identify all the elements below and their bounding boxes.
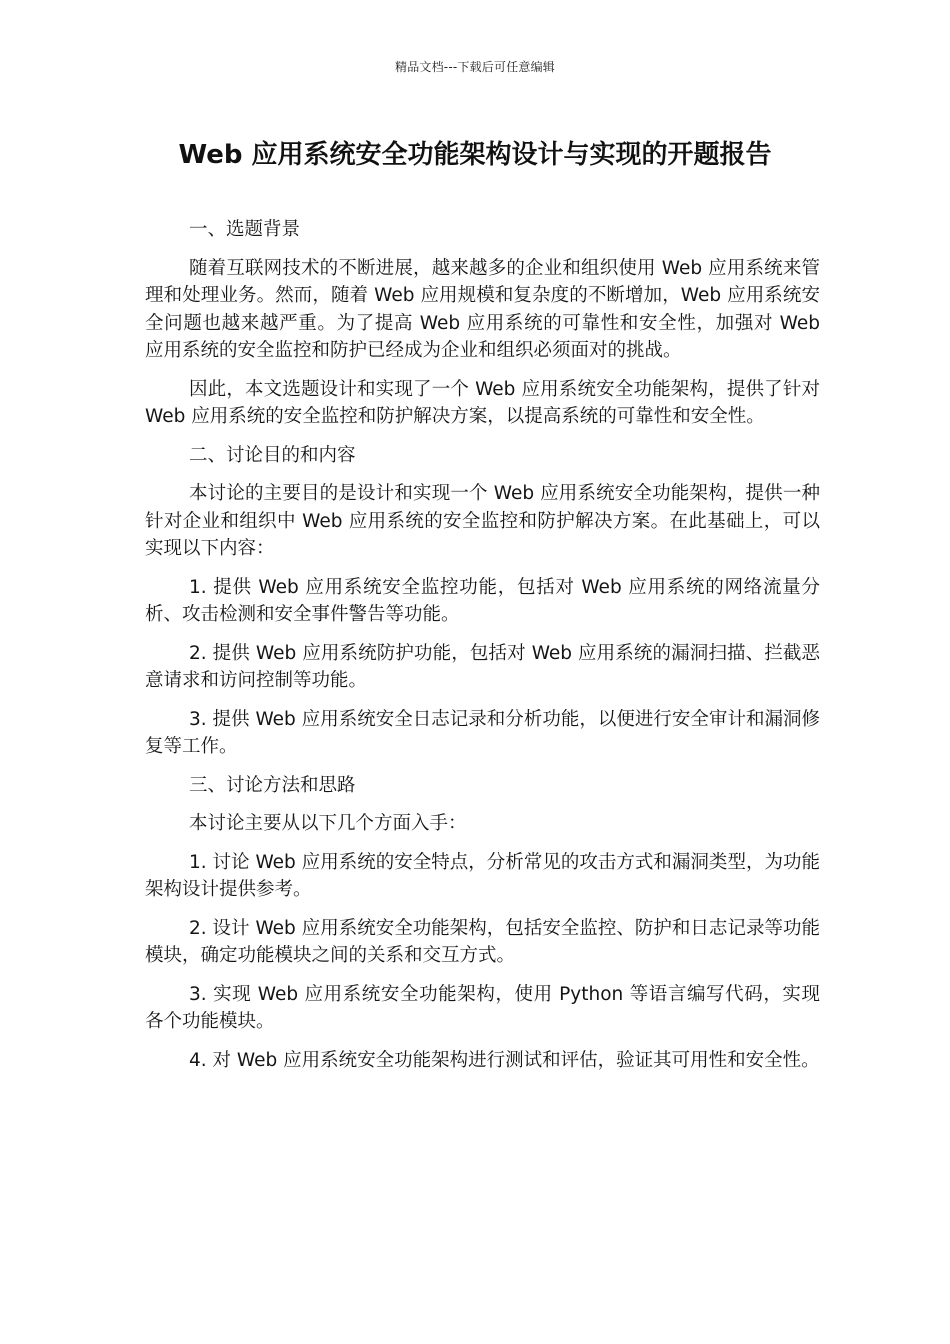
section-heading-background: 一、选题背景	[189, 219, 301, 240]
list-item: 2. 设计 Web 应用系统安全功能架构，包括安全监控、防护和日志记录等功能模块，确定功能模块之间的关系和交互方式。	[145, 917, 820, 966]
list-item: 4. 对 Web 应用系统安全功能架构进行测试和评估，验证其可用性和安全性。	[189, 1049, 820, 1071]
section-heading-method: 三、讨论方法和思路	[189, 774, 356, 796]
list-item: 1. 讨论 Web 应用系统的安全特点，分析常见的攻击方式和漏洞类型，为功能架构设计提供参考。	[145, 851, 820, 900]
document-title: Web 应用系统安全功能架构设计与实现的开题报告	[178, 140, 772, 170]
header-note: 精品文档---下载后可任意编辑	[395, 60, 555, 74]
paragraph: 本讨论的主要目的是设计和实现一个 Web 应用系统安全功能架构，提供一种针对企业和组织中 Web 应用系统的安全监控和防护解决方案。在此基础上，可以实现以下内容：	[145, 483, 820, 559]
paragraph: 因此，本文选题设计和实现了一个 Web 应用系统安全功能架构，提供了针对 Web 应用系统的安全监控和防护解决方案，以提高系统的可靠性和安全性。	[145, 378, 820, 427]
paragraph: 本讨论主要从以下几个方面入手：	[189, 813, 467, 834]
list-item: 1. 提供 Web 应用系统安全监控功能，包括对 Web 应用系统的网络流量分析、攻击检测和安全事件警告等功能。	[145, 576, 820, 625]
list-item: 3. 实现 Web 应用系统安全功能架构，使用 Python 等语言编写代码，实现各个功能模块。	[145, 983, 820, 1032]
section-heading-purpose: 二、讨论目的和内容	[189, 444, 356, 466]
paragraph: 随着互联网技术的不断进展，越来越多的企业和组织使用 Web 应用系统来管理和处理业务。然而，随着 Web 应用规模和复杂度的不断增加，Web 应用系统安全问题也越来越严重。为了提高 Web 应用系统的可靠性和安全性，加强对 Web 应用系统的安全监控和防护已经成为企业和组织必须面对的挑战。	[145, 257, 820, 361]
list-item: 2. 提供 Web 应用系统防护功能，包括对 Web 应用系统的漏洞扫描、拦截恶意请求和访问控制等功能。	[145, 642, 820, 691]
document-body	[145, 216, 820, 1085]
list-item: 3. 提供 Web 应用系统安全日志记录和分析功能，以便进行安全审计和漏洞修复等工作。	[145, 708, 820, 757]
